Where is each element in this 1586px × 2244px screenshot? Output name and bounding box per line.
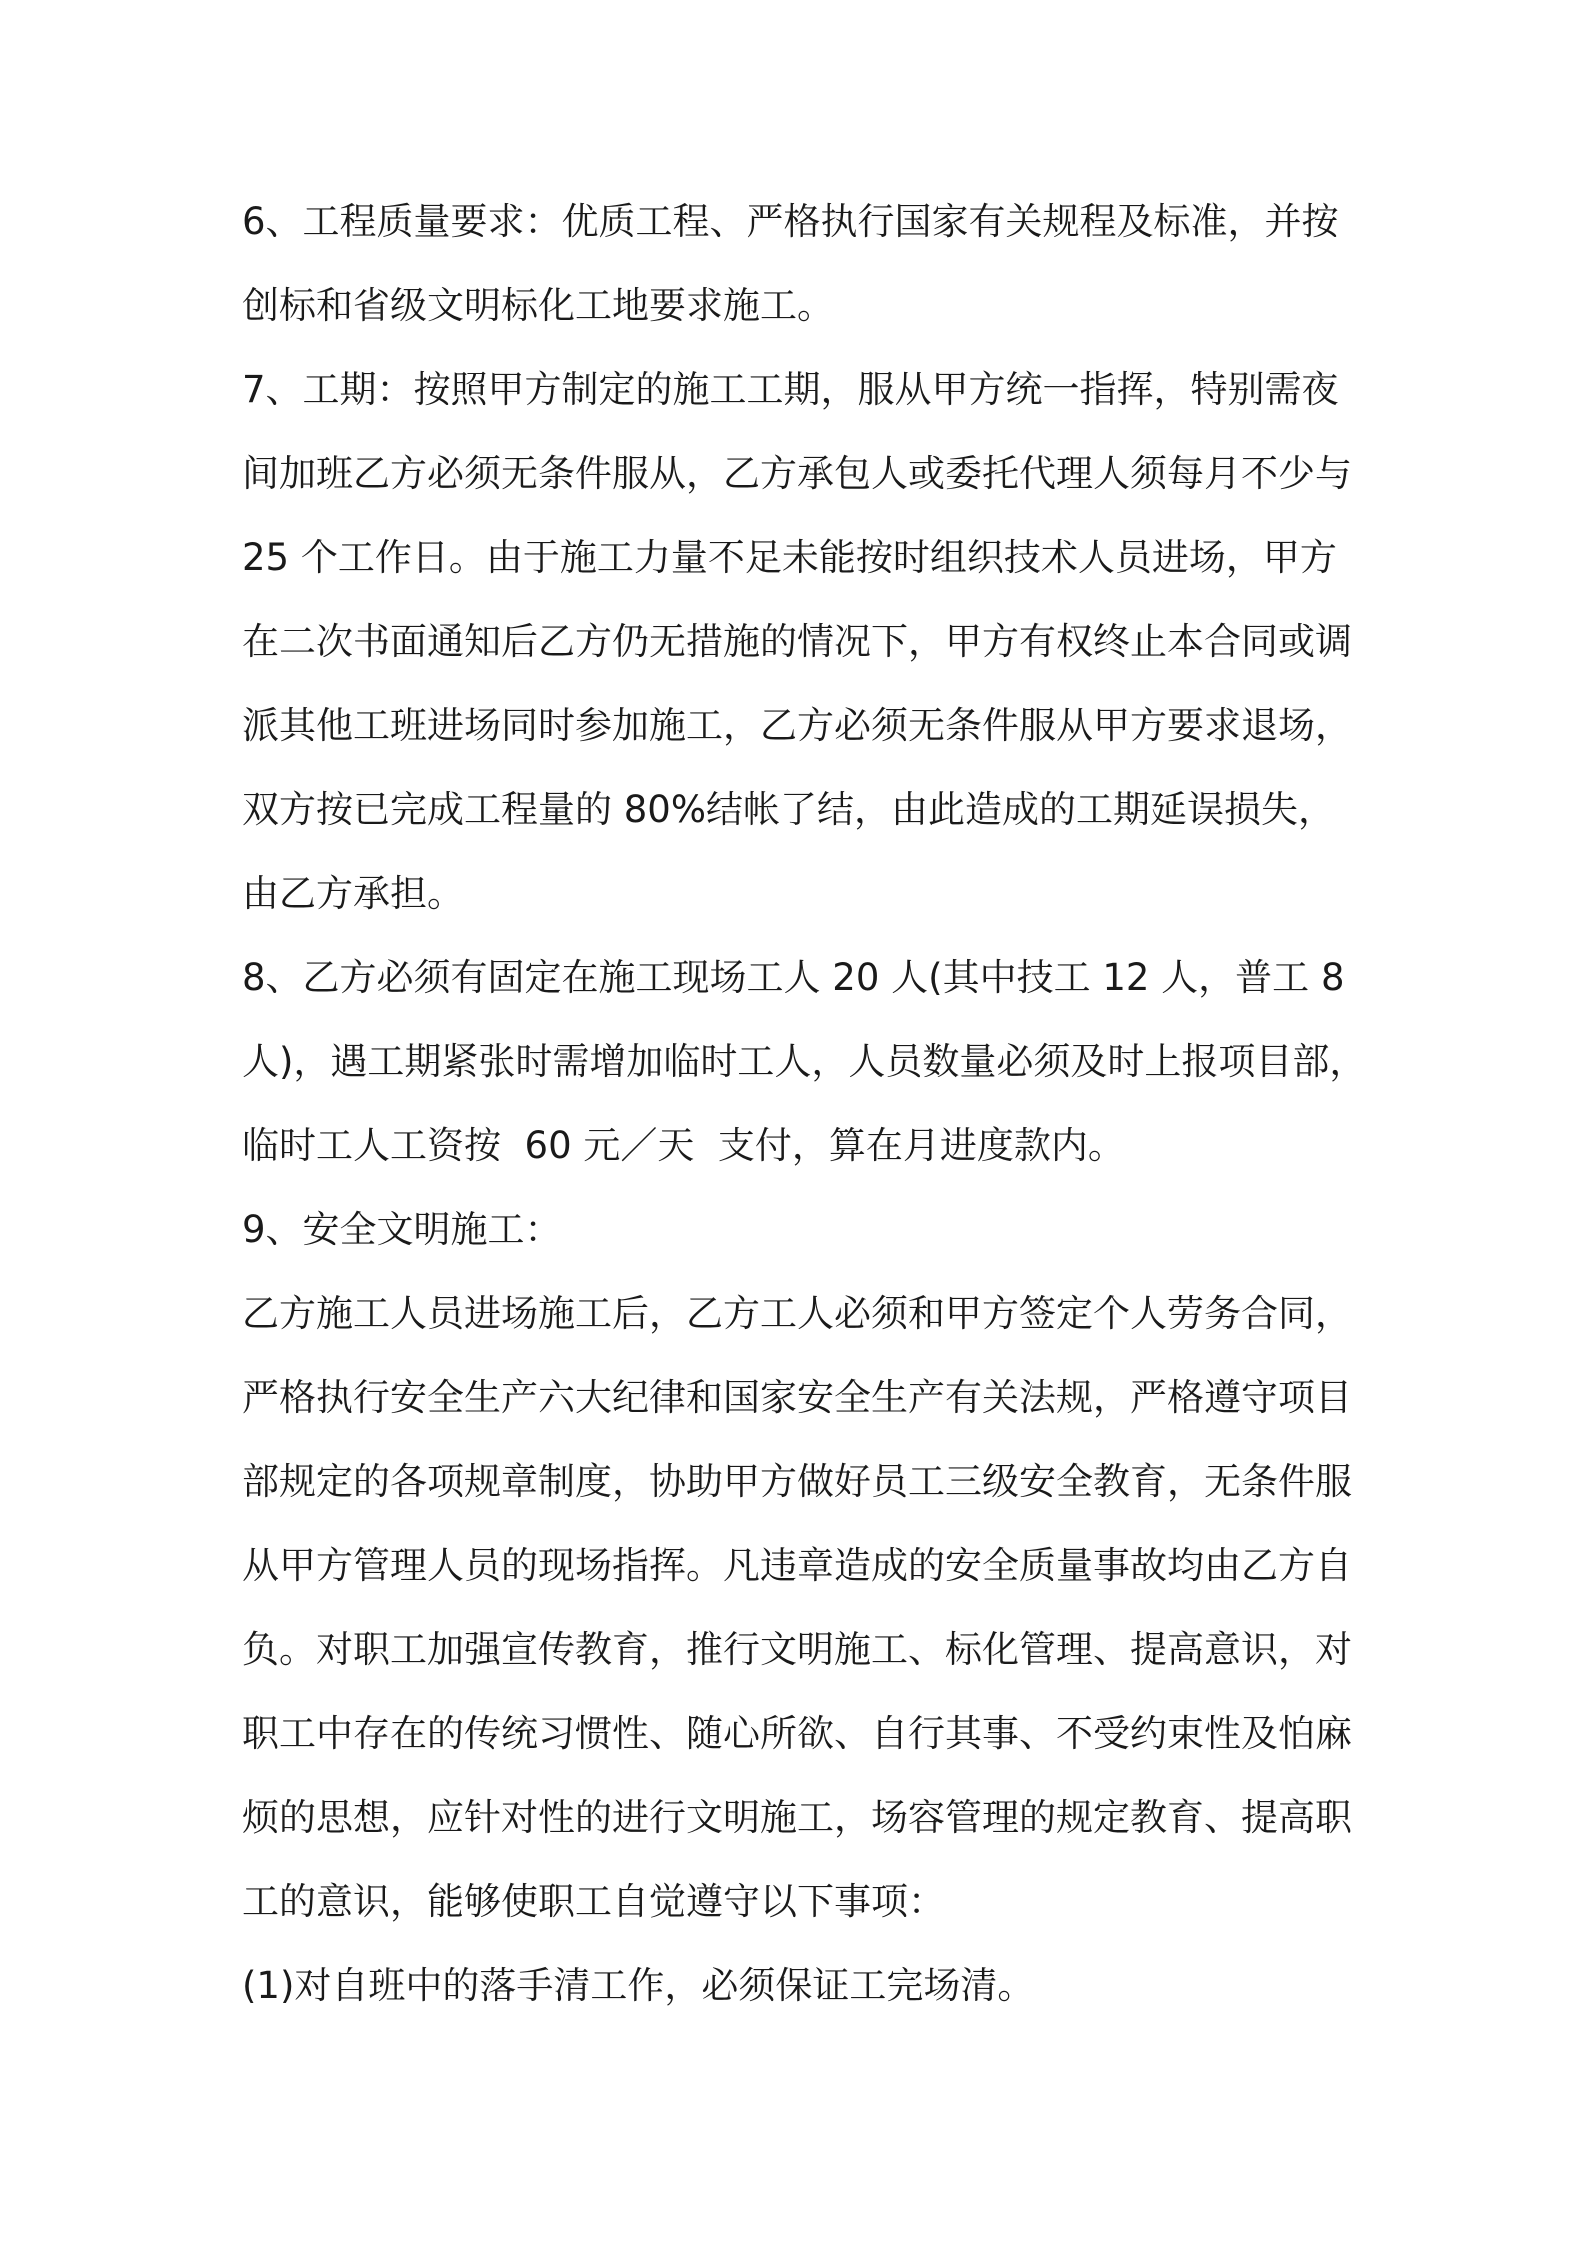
text-line: 间加班乙方必须无条件服从，乙方承包人或委托代理人须每月不少与 [242, 452, 1352, 495]
text-line: 乙方施工人员进场施工后，乙方工人必须和甲方签定个人劳务合同， [242, 1292, 1352, 1335]
text-line: 严格执行安全生产六大纪律和国家安全生产有关法规，严格遵守项目 [242, 1376, 1352, 1419]
text-line: 从甲方管理人员的现场指挥。凡违章造成的安全质量事故均由乙方自 [242, 1544, 1352, 1587]
text-line: 8、乙方必须有固定在施工现场工人 20 人(其中技工 12 人，普工 8 [242, 956, 1345, 999]
text-line: 负。对职工加强宣传教育，推行文明施工、标化管理、提高意识，对 [242, 1628, 1352, 1671]
text-line: 9、安全文明施工： [242, 1208, 562, 1251]
text-line: 25 个工作日。由于施工力量不足未能按时组织技术人员进场，甲方 [242, 536, 1337, 579]
text-line: 临时工人工资按 60 元／天 支付，算在月进度款内。 [242, 1124, 1125, 1167]
text-line: 烦的思想，应针对性的进行文明施工，场容管理的规定教育、提高职 [242, 1796, 1352, 1839]
text-line: 人)，遇工期紧张时需增加临时工人，人员数量必须及时上报项目部， [242, 1040, 1367, 1083]
text-line: 7、工期：按照甲方制定的施工工期，服从甲方统一指挥，特别需夜 [242, 368, 1339, 411]
text-line: 工的意识，能够使职工自觉遵守以下事项： [242, 1880, 945, 1923]
text-line: 创标和省级文明标化工地要求施工。 [242, 284, 834, 327]
text-line: 派其他工班进场同时参加施工，乙方必须无条件服从甲方要求退场， [242, 704, 1352, 747]
text-line: 由乙方承担。 [242, 872, 464, 915]
text-line: 职工中存在的传统习惯性、随心所欲、自行其事、不受约束性及怕麻 [242, 1712, 1352, 1755]
text-line: 双方按已完成工程量的 80%结帐了结，由此造成的工期延误损失， [242, 788, 1335, 831]
text-line: 在二次书面通知后乙方仍无措施的情况下，甲方有权终止本合同或调 [242, 620, 1352, 663]
text-line: 部规定的各项规章制度，协助甲方做好员工三级安全教育，无条件服 [242, 1460, 1352, 1503]
text-line: 6、工程质量要求：优质工程、严格执行国家有关规程及标准，并按 [242, 200, 1339, 243]
text-line: (1)对自班中的落手清工作，必须保证工完场清。 [242, 1964, 1035, 2007]
